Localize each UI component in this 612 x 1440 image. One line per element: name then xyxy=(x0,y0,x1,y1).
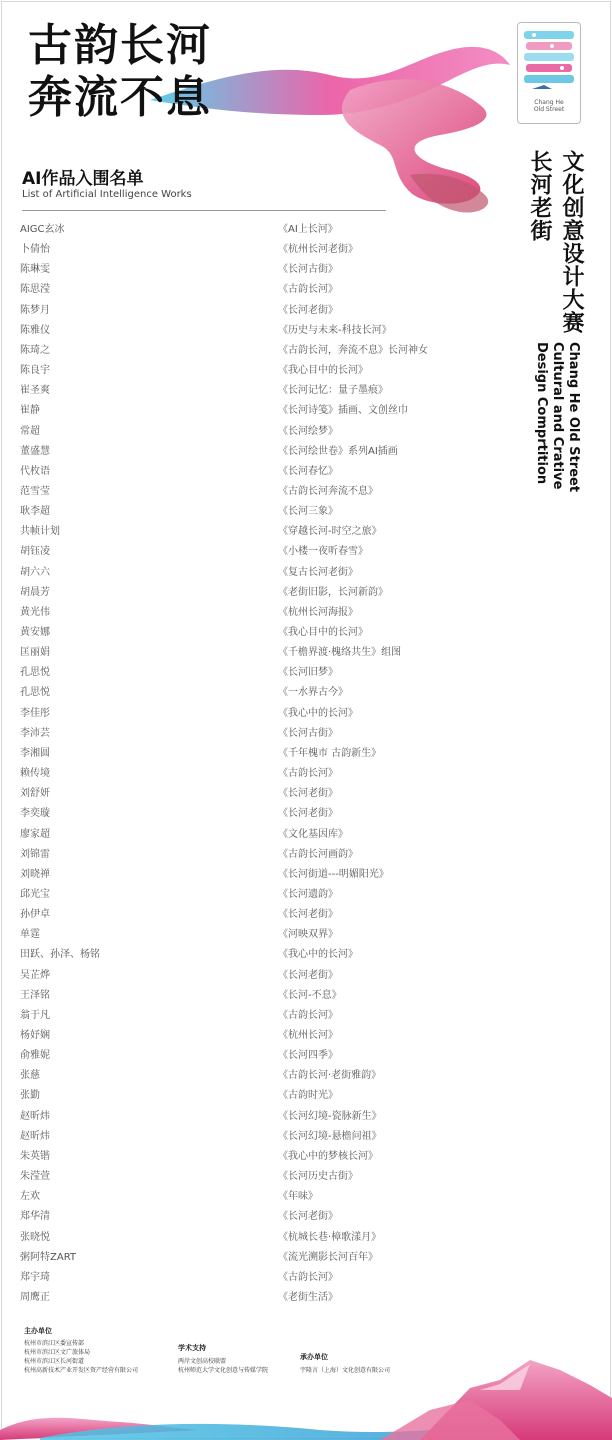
finalist-work-title: 《长河-不息》 xyxy=(278,989,342,1001)
finalist-row xyxy=(0,1248,520,1268)
finalist-row xyxy=(0,804,520,824)
competition-name-en-1: Chang He Old Street xyxy=(566,342,581,493)
finalist-work-title: 《古韵长河》 xyxy=(278,284,338,296)
finalist-name: 董盛慧 xyxy=(20,445,50,457)
finalist-name: 孔思悦 xyxy=(20,667,50,679)
finalist-work-title: 《长河遗韵》 xyxy=(278,888,338,900)
finalist-row xyxy=(0,603,520,623)
finalist-row xyxy=(0,462,520,482)
finalist-name: 孙伊卓 xyxy=(20,909,50,921)
finalist-work-title: 《长河旧梦》 xyxy=(278,667,338,679)
finalist-name: AIGC玄冰 xyxy=(20,224,65,235)
host-item: 杭州高新技术产业开发区资产经营有限公司 xyxy=(24,1367,139,1374)
finalist-name: 常超 xyxy=(20,425,40,437)
finalist-name: 孔思悦 xyxy=(20,687,50,699)
finalist-name: 刘舒妍 xyxy=(20,788,50,800)
finalist-row xyxy=(0,945,520,965)
host-item: 杭州市滨江区委宣传部 xyxy=(24,1340,85,1347)
finalist-row xyxy=(0,1187,520,1207)
finalist-row xyxy=(0,301,520,321)
finalist-name: 代枚语 xyxy=(20,465,50,477)
finalist-row xyxy=(0,1127,520,1147)
finalist-work-title: 《长河绘梦》 xyxy=(278,425,338,437)
finalist-name: 共帧计划 xyxy=(20,526,60,538)
finalist-work-title: 《老街生活》 xyxy=(278,1291,338,1303)
finalist-row xyxy=(0,1046,520,1066)
finalist-row xyxy=(0,643,520,663)
support-label: 学术支持 xyxy=(178,1344,206,1352)
finalist-row xyxy=(0,482,520,502)
finalist-row xyxy=(0,240,520,260)
finalist-work-title: 《穿越长河-时空之旅》 xyxy=(278,526,382,538)
competition-name-en-3: Design Comprtition xyxy=(534,342,549,485)
finalist-row xyxy=(0,361,520,381)
finalist-name: 胡晨芳 xyxy=(20,586,50,598)
finalist-work-title: 《千檐界渡·槐络共生》组图 xyxy=(278,647,402,659)
finalist-name: 赵昕炜 xyxy=(20,1110,50,1122)
finalist-name: 粥阿特ZART xyxy=(20,1251,77,1263)
logo-caption-line-1: Chang He xyxy=(534,99,564,106)
finalist-work-title: 《长河幻境-瓷脉新生》 xyxy=(278,1110,382,1122)
finalist-name: 朱滢萱 xyxy=(20,1171,50,1183)
finalist-work-title: 《AI上长河》 xyxy=(278,224,338,235)
finalist-work-title: 《杭州长河老街》 xyxy=(278,244,358,256)
finalist-name: 左欢 xyxy=(20,1191,40,1203)
support-item: 杭州师范大学文化创意与传媒学院 xyxy=(178,1367,269,1374)
finalist-row xyxy=(0,1006,520,1026)
finalist-work-title: 《复古长河老街》 xyxy=(278,566,358,578)
finalist-row xyxy=(0,280,520,300)
support-item: 两岸文创高校联盟 xyxy=(178,1358,227,1365)
finalist-name: 单霆 xyxy=(20,929,40,941)
finalist-row xyxy=(0,260,520,280)
finalist-name: 陈思滢 xyxy=(20,284,50,296)
finalist-row xyxy=(0,1228,520,1248)
organizer-item: 宇隆言（上海）文化创意有限公司 xyxy=(300,1367,391,1374)
finalist-work-title: 《杭城长巷·樟歌漾月》 xyxy=(278,1231,382,1243)
finalist-row xyxy=(0,422,520,442)
finalist-name: 邱光宝 xyxy=(20,888,50,900)
finalist-work-title: 《古韵长河·老街雅韵》 xyxy=(278,1070,382,1082)
finalist-row xyxy=(0,1026,520,1046)
finalist-name: 翁于凡 xyxy=(20,1009,50,1021)
finalist-row xyxy=(0,1107,520,1127)
finalist-name: 李湘圆 xyxy=(20,747,50,759)
host-label: 主办单位 xyxy=(24,1327,52,1335)
finalist-work-title: 《历史与未来-科技长河》 xyxy=(278,324,392,336)
finalist-work-title: 《古韵时光》 xyxy=(278,1090,338,1102)
finalist-work-title: 《河映双界》 xyxy=(278,929,338,941)
finalist-name: 黄光伟 xyxy=(20,606,50,618)
finalist-work-title: 《我心目中的长河》 xyxy=(278,627,368,638)
finalist-name: 朱英锴 xyxy=(20,1150,50,1162)
finalist-name: 郑华清 xyxy=(20,1211,50,1223)
finalist-row xyxy=(0,825,520,845)
finalist-row xyxy=(0,220,520,240)
finalist-row xyxy=(0,502,520,522)
finalist-name: 胡钰凌 xyxy=(20,546,50,558)
list-divider xyxy=(22,210,386,211)
logo-caption xyxy=(518,99,580,113)
finalist-row xyxy=(0,1288,520,1308)
finalist-work-title: 《长河街道---明媚阳光》 xyxy=(278,868,389,880)
finalist-row xyxy=(0,401,520,421)
finalist-work-title: 《长河老街》 xyxy=(278,1211,338,1223)
finalist-name: 匡丽娟 xyxy=(20,647,50,659)
finalist-work-title: 《古韵长河》 xyxy=(278,1271,338,1283)
finalist-row xyxy=(0,1086,520,1106)
finalist-work-title: 《小楼一夜听春雪》 xyxy=(278,546,368,558)
finalist-name: 刘晓禅 xyxy=(20,868,50,880)
finalist-name: 张勤 xyxy=(20,1090,40,1102)
poster-title-line-1: 古韵长河 xyxy=(28,20,212,71)
finalist-name: 陈雅仪 xyxy=(20,324,50,336)
finalist-name: 陈梦月 xyxy=(20,304,50,316)
finalist-row xyxy=(0,321,520,341)
finalist-name: 黄安娜 xyxy=(20,627,50,638)
finalist-work-title: 《古韵长河奔流不息》 xyxy=(278,485,378,497)
finalist-work-title: 《我心中的长河》 xyxy=(278,707,358,719)
finalist-work-title: 《长河老街》 xyxy=(278,304,338,316)
logo-pattern-icon xyxy=(522,27,576,95)
finalist-work-title: 《长河记忆：量子墨痕》 xyxy=(278,385,388,397)
finalist-work-title: 《长河老街》 xyxy=(278,808,338,820)
finalist-work-title: 《杭州长河》 xyxy=(278,1030,338,1041)
finalist-work-title: 《我心中的长河》 xyxy=(278,949,358,961)
finalist-name: 周鹰正 xyxy=(20,1291,50,1303)
finalist-name: 赵昕炜 xyxy=(20,1130,50,1142)
finalist-name: 李沛芸 xyxy=(20,727,50,739)
finalist-work-title: 《文化基因库》 xyxy=(278,828,348,840)
finalist-row xyxy=(0,865,520,885)
competition-street-cn: 长河老街 xyxy=(527,150,552,242)
finalist-name: 张慈 xyxy=(20,1070,40,1082)
finalist-name: 胡六六 xyxy=(20,566,50,578)
finalist-row xyxy=(0,966,520,986)
finalist-work-title: 《千年槐市 古韵新生》 xyxy=(278,747,382,759)
finalist-row xyxy=(0,1147,520,1167)
finalist-name: 陈良宇 xyxy=(20,365,50,377)
finalist-work-title: 《一水界古今》 xyxy=(278,687,348,699)
finalist-work-title: 《长河三象》 xyxy=(278,506,338,518)
finalist-work-title: 《长河历史古街》 xyxy=(278,1171,358,1183)
finalist-row xyxy=(0,563,520,583)
finalist-row xyxy=(0,925,520,945)
finalist-row xyxy=(0,744,520,764)
finalist-work-title: 《长河古街》 xyxy=(278,264,338,276)
finalist-row xyxy=(0,845,520,865)
finalist-row xyxy=(0,663,520,683)
finalist-name: 陈琳雯 xyxy=(20,264,50,276)
finalist-row xyxy=(0,986,520,1006)
finalist-row xyxy=(0,1167,520,1187)
finalist-row xyxy=(0,381,520,401)
finalist-work-title: 《年味》 xyxy=(278,1191,318,1203)
finalist-work-title: 《长河绘世卷》系列AI插画 xyxy=(278,445,398,457)
finalist-name: 吴芷烨 xyxy=(20,969,50,981)
finalist-row xyxy=(0,724,520,744)
finalist-work-title: 《古韵长河，奔流不息》长河神女 xyxy=(278,344,428,356)
poster-title-line-2: 奔流不息 xyxy=(28,72,212,123)
competition-name-en-2: Cultural and Crative xyxy=(550,342,565,490)
finalist-name: 崔静 xyxy=(20,405,40,417)
finalist-work-title: 《长河古街》 xyxy=(278,727,338,739)
finalist-row xyxy=(0,704,520,724)
finalist-name: 杨妤娴 xyxy=(20,1030,50,1041)
finalist-row xyxy=(0,583,520,603)
logo-caption-line-2: Old Street xyxy=(533,106,565,113)
finalist-name: 王泽铭 xyxy=(20,989,50,1001)
finalist-work-title: 《长河诗笺》插画、文创丝巾 xyxy=(278,405,408,417)
finalist-name: 范雪莹 xyxy=(20,485,50,497)
finalist-row xyxy=(0,1268,520,1288)
finalist-name: 耿李超 xyxy=(20,506,50,518)
finalist-row xyxy=(0,522,520,542)
finalist-row xyxy=(0,764,520,784)
finalist-row xyxy=(0,341,520,361)
finalist-work-title: 《长河老街》 xyxy=(278,788,338,800)
finalist-row xyxy=(0,442,520,462)
finalist-work-title: 《我心中的梦核长河》 xyxy=(278,1150,378,1162)
finalist-work-title: 《古韵长河画韵》 xyxy=(278,848,358,860)
finalist-row xyxy=(0,623,520,643)
finalist-name: 廖家超 xyxy=(20,828,50,840)
finalist-work-title: 《长河老街》 xyxy=(278,909,338,921)
finalist-name: 李佳彤 xyxy=(20,707,50,719)
finalist-name: 赖传境 xyxy=(20,768,50,780)
list-subtitle: List of Artificial Intelligence Works xyxy=(22,189,192,200)
finalist-row xyxy=(0,683,520,703)
finalist-name: 李奕璇 xyxy=(20,808,50,820)
finalist-work-title: 《杭州长河海报》 xyxy=(278,606,358,618)
finalist-name: 张晓悦 xyxy=(20,1231,50,1243)
finalist-row xyxy=(0,542,520,562)
finalist-work-title: 《古韵长河》 xyxy=(278,1009,338,1021)
finalist-name: 崔圣爽 xyxy=(20,385,50,397)
finalist-work-title: 《长河四季》 xyxy=(278,1050,338,1062)
finalist-work-title: 《古韵长河》 xyxy=(278,768,338,780)
finalist-row xyxy=(0,784,520,804)
list-title: AI作品入围名单 xyxy=(22,169,144,189)
finalist-name: 刘锦雷 xyxy=(20,848,50,860)
competition-logo xyxy=(517,22,581,124)
finalist-work-title: 《长河老街》 xyxy=(278,969,338,981)
finalist-work-title: 《流光溯影长河百年》 xyxy=(278,1251,378,1263)
finalist-work-title: 《老街旧影，长河新韵》 xyxy=(278,586,388,598)
finalist-row xyxy=(0,1207,520,1227)
finalist-work-title: 《长河春忆》 xyxy=(278,465,338,477)
finalist-work-title: 《我心目中的长河》 xyxy=(278,365,368,377)
finalist-name: 俞雅妮 xyxy=(20,1050,50,1062)
finalist-name: 卜倩怡 xyxy=(20,244,50,256)
finalist-name: 田跃、孙泽、杨铭 xyxy=(20,949,100,961)
host-item: 杭州市滨江区文广旅体局 xyxy=(24,1349,91,1356)
finalist-work-title: 《长河幻境-悬檐问祖》 xyxy=(278,1130,382,1142)
mountain-graphic xyxy=(0,1350,612,1440)
host-item: 杭州市滨江区长河街道 xyxy=(24,1358,85,1365)
organizer-label: 承办单位 xyxy=(300,1353,328,1361)
finalist-name: 郑宇琦 xyxy=(20,1271,50,1283)
finalist-row xyxy=(0,905,520,925)
finalist-row xyxy=(0,885,520,905)
competition-name-cn: 文化创意设计大赛 xyxy=(559,150,584,334)
finalist-row xyxy=(0,1066,520,1086)
finalist-name: 陈琦之 xyxy=(20,344,50,356)
